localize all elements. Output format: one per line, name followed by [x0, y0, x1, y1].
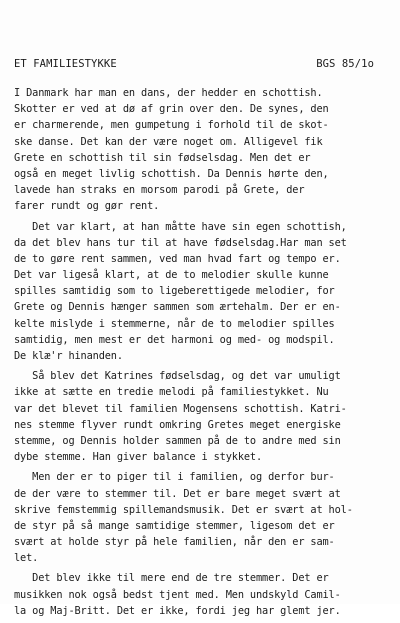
- text-line: Det blev ikke til mere end de tre stemmer. Det er: [14, 572, 329, 585]
- text-line: dybe stemme. Han giver balance i stykket.: [14, 451, 263, 464]
- text-line: Grete en schottish til sin fødselsdag. Men det er: [14, 151, 311, 164]
- text-line: Det var ligeså klart, at de to melodier skulle kunne: [14, 269, 329, 282]
- paragraph-2: [14, 219, 390, 365]
- page-header: [14, 57, 386, 71]
- text-line: Grete og Dennis hænger sammen som ærtehalm. Der er en-: [14, 301, 341, 314]
- text-line: var det blevet til familien Mogensens schottish. Katri-: [14, 402, 347, 415]
- paragraph-3: [14, 368, 390, 465]
- text-line: skrive femstemmig spillemandsmusik. Det er svært at hol-: [14, 503, 353, 516]
- text-line: Skotter er ved at dø af grin over den. De synes, den: [14, 103, 329, 116]
- text-line: svært at holde styr på hele familien, når den er sam-: [14, 536, 335, 549]
- paragraph-4: [14, 469, 390, 566]
- document-reference: BGS 85/1o: [316, 58, 374, 70]
- document-body: [14, 85, 390, 623]
- text-line: ske danse. Det kan der være noget om. Alligevel fik: [14, 135, 323, 148]
- text-line: lavede han straks en morsom parodi på Grete, der: [14, 184, 305, 197]
- text-line: De klæ'r hinanden.: [14, 350, 123, 362]
- text-line: let.: [14, 552, 39, 565]
- paragraph-1: [14, 85, 390, 215]
- text-line: er charmerende, men gumpetung i forhold til de skot-: [14, 119, 329, 132]
- text-line: ikke at sætte en tredie melodi på familiestykket. Nu: [14, 386, 329, 399]
- text-line: stemme, og Dennis holder sammen på de to andre med sin: [14, 434, 341, 447]
- text-line: Så blev det Katrines fødselsdag, og det var umuligt: [14, 370, 341, 383]
- text-line: Men der er to piger til i familien, og derfor bur-: [14, 471, 335, 484]
- text-line: kelte mislyde i stemmerne, når de to melodier spilles: [14, 317, 335, 330]
- text-line: samtidig, men mest er det harmoni og med- og modspil.: [14, 333, 335, 346]
- text-line: de styr på så mange samtidige stemmer, ligesom det er: [14, 519, 335, 532]
- text-line: Det var klart, at han måtte have sin egen schottish,: [14, 220, 347, 233]
- text-line: de der være to stemmer til. Det er bare meget svært at: [14, 487, 341, 500]
- text-line: de to gøre rent sammen, ved man hvad fart og tempo er.: [14, 252, 341, 265]
- text-line: nes stemme flyver rundt omkring Gretes meget energiske: [14, 418, 341, 431]
- paragraph-5: [14, 570, 390, 619]
- document-title: ET FAMILIESTYKKE: [14, 58, 117, 70]
- text-line: også en meget livlig schottish. Da Dennis hørte den,: [14, 167, 329, 180]
- text-line: spilles samtidig som to ligeberettigede melodier, for: [14, 285, 335, 298]
- text-line: I Danmark har man en dans, der hedder en schottish.: [14, 87, 323, 99]
- text-line: la og Maj-Britt. Det er ikke, fordi jeg har glemt jer.: [14, 604, 341, 617]
- text-line: farer rundt og gør rent.: [14, 200, 160, 213]
- text-line: da det blev hans tur til at have fødselsdag.Har man set: [14, 236, 347, 249]
- text-line: musikken nok også bedst tjent med. Men undskyld Camil-: [14, 588, 341, 601]
